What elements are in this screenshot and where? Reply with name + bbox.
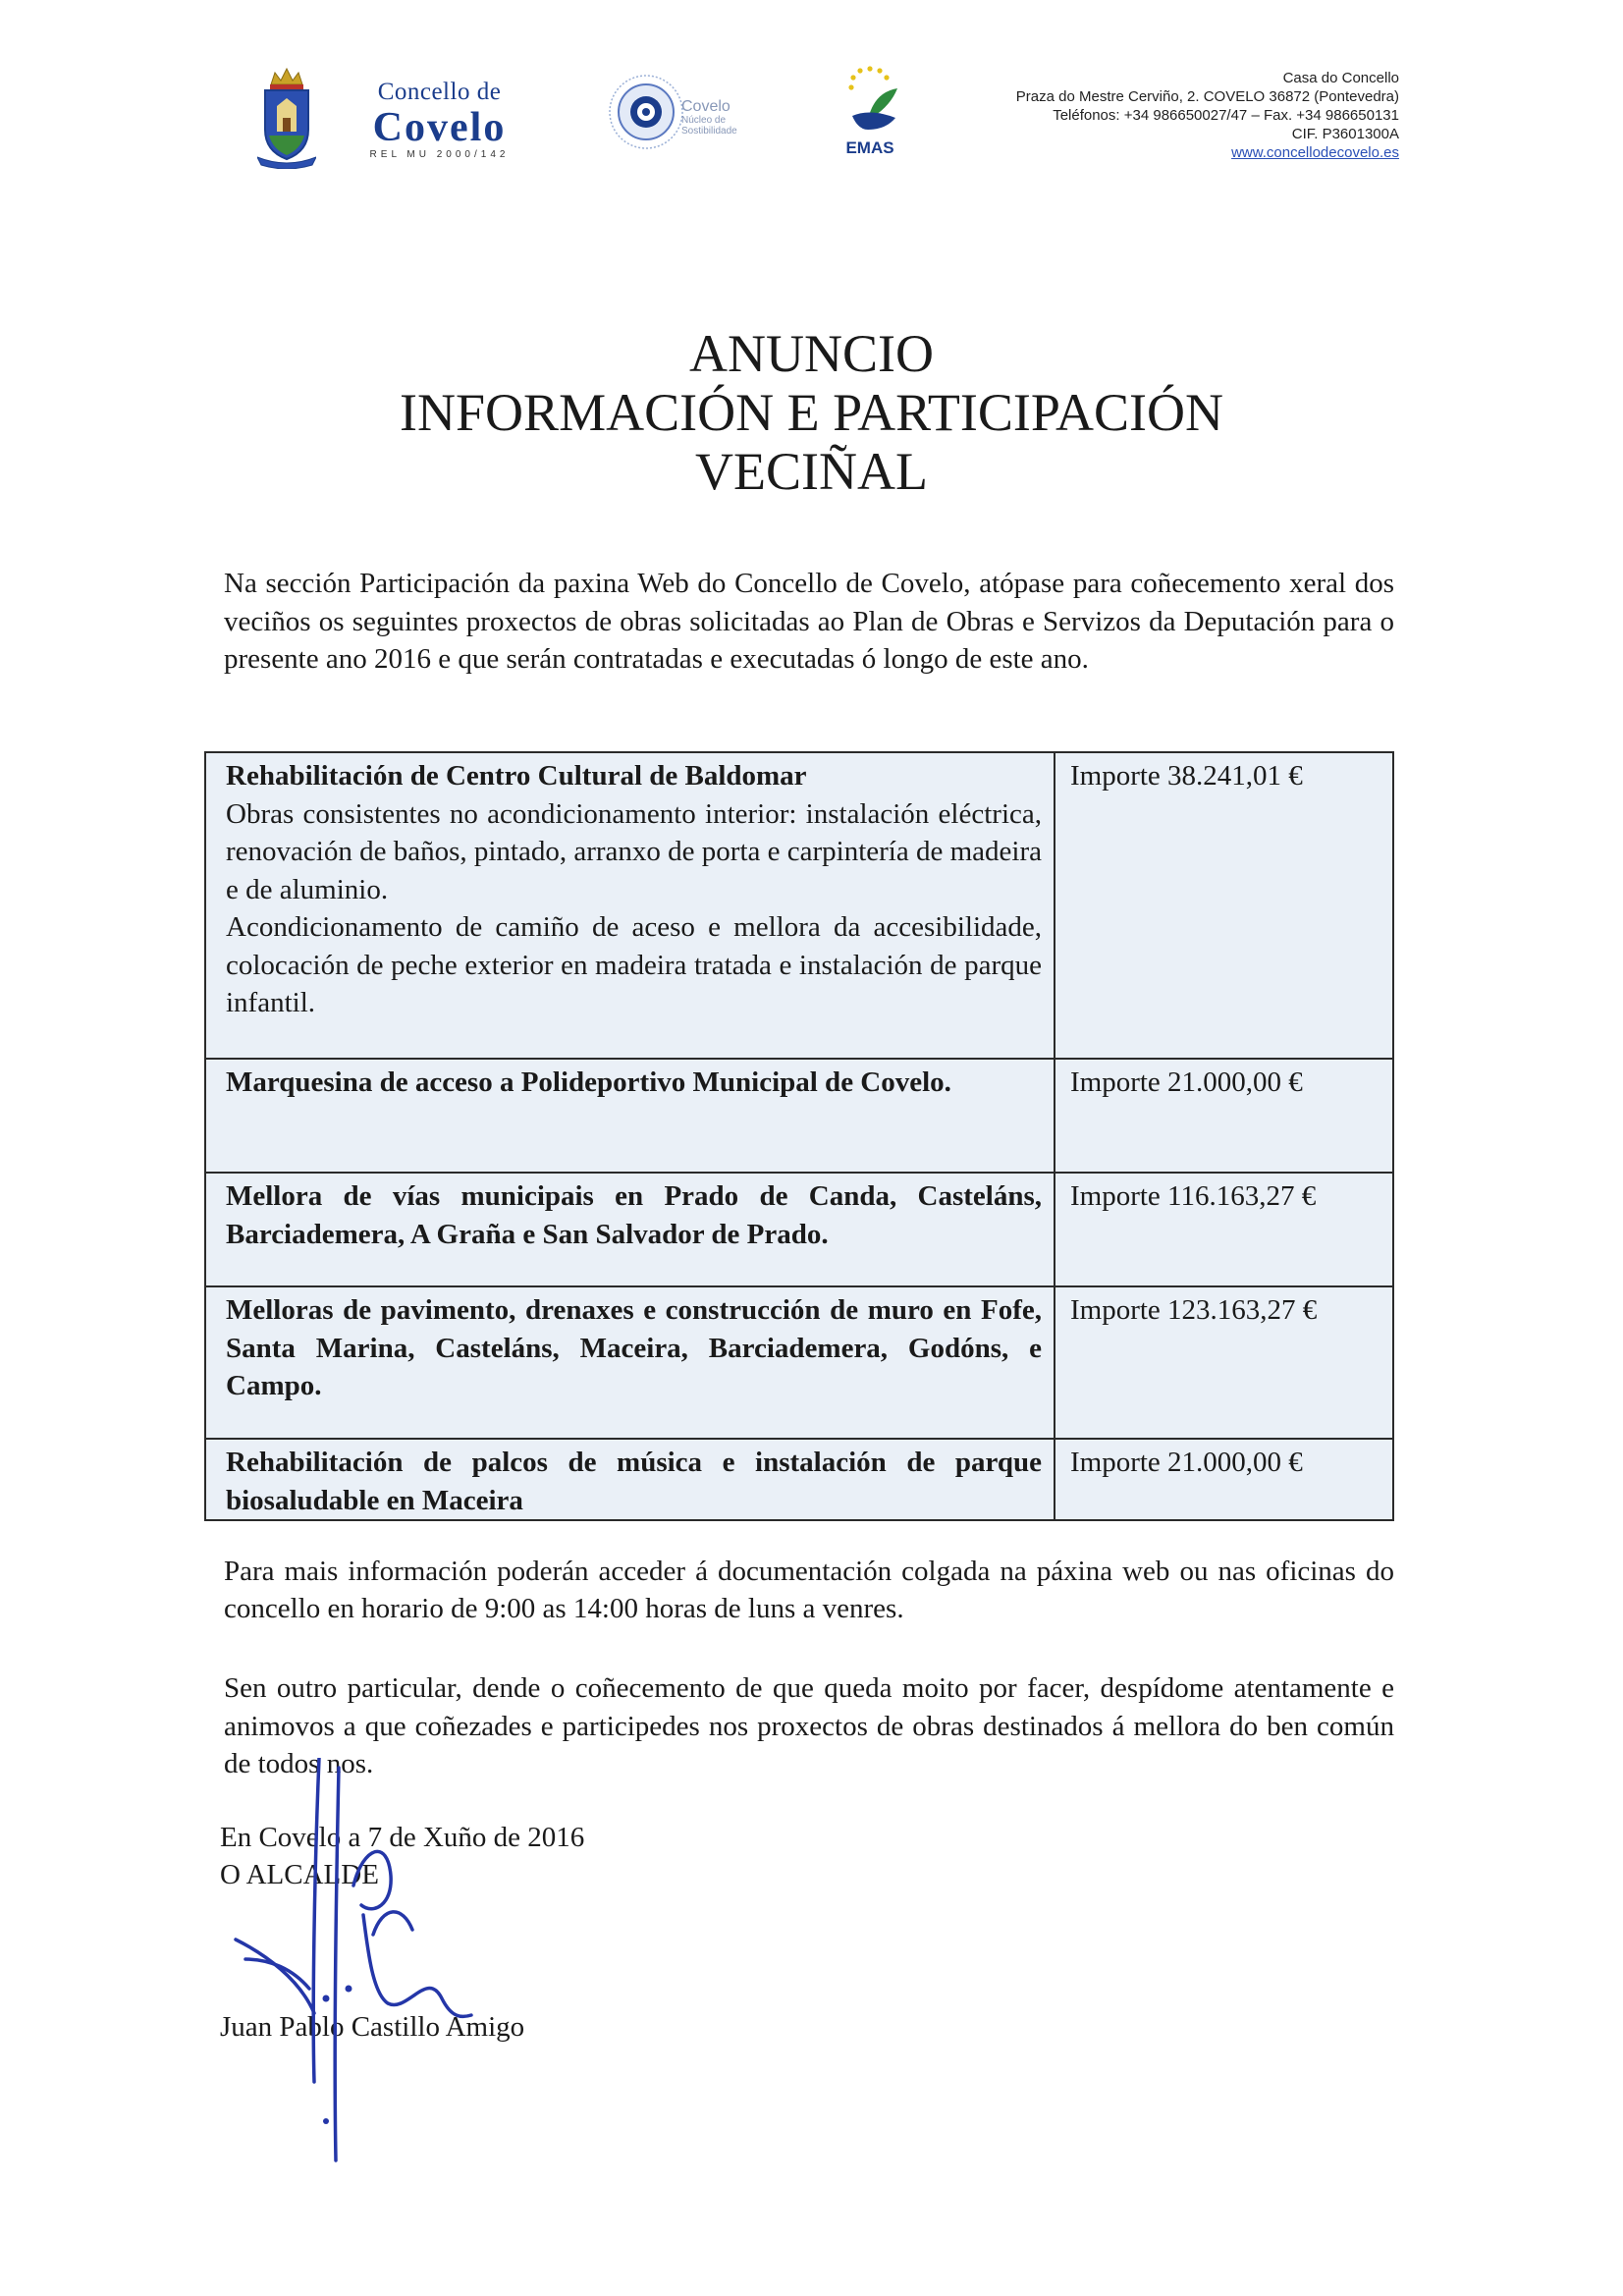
work-amount: Importe 38.241,01 €: [1055, 752, 1393, 1059]
work-title: Melloras de pavimento, drenaxes e construcción de muro en Fofe, Santa Marina, Casteláns, Maceira, Barciademera, Godóns, e Campo.: [226, 1294, 1042, 1401]
brand-line-2: Covelo: [372, 105, 507, 150]
work-amount: Importe 21.000,00 €: [1055, 1059, 1393, 1173]
contact-line-3: Teléfonos: +34 986650027/47 – Fax. +34 986650131: [1053, 107, 1399, 124]
work-description-cell: [205, 1439, 1055, 1520]
brand-line-3: REL MU 2000/142: [369, 149, 510, 160]
place-and-date: En Covelo a 7 de Xuño de 2016: [220, 1822, 585, 1853]
work-amount: Importe 116.163,27 €: [1055, 1173, 1393, 1286]
table-row: [205, 1059, 1393, 1173]
seal-line-2: Núcleo de: [681, 115, 727, 126]
title-line-1: ANUNCIO: [689, 324, 934, 383]
table-row: [205, 1439, 1393, 1520]
seal-line-1: Covelo: [681, 98, 730, 115]
works-table: [204, 751, 1394, 1521]
work-description-cell: [205, 752, 1055, 1059]
work-description-cell: [205, 1173, 1055, 1286]
announcement-title: [196, 324, 1427, 501]
work-detail: Obras consistentes no acondicionamento interior: instalación eléctrica, renovación de baños, pintado, arranxo de porta e carpintería de madeira e de aluminio.: [226, 797, 1042, 905]
signer-name: Juan Pablo Castillo Amigo: [220, 2011, 525, 2043]
work-description-cell: [205, 1286, 1055, 1439]
sustainability-seal-icon: [607, 73, 685, 151]
work-detail: Acondicionamento de camiño de aceso e mellora da accesibilidade, colocación de peche exterior en madeira tratada e instalación de parque infantil.: [226, 911, 1042, 1018]
work-title: Rehabilitación de palcos de música e instalación de parque biosaludable en Maceira: [226, 1447, 1042, 1516]
emas-label: EMAS: [845, 138, 894, 157]
work-title: Mellora de vías municipais en Prado de Canda, Casteláns, Barciademera, A Graña e San Salvador de Prado.: [226, 1180, 1042, 1250]
farewell-paragraph: Sen outro particular, dende o coñecemento de que queda moito por facer, despídome atentamente e animovos a que coñezades e participedes nos proxectos de obras destinados á mellora do ben común de todos nos.: [224, 1672, 1394, 1779]
work-title: Rehabilitación de Centro Cultural de Baldomar: [226, 760, 807, 792]
municipal-crest-icon: [257, 63, 316, 169]
contact-line-2: Praza do Mestre Cerviño, 2. COVELO 36872 (Pontevedra): [1015, 88, 1399, 105]
brand-line-1: Concello de: [377, 79, 502, 105]
website-link[interactable]: www.concellodecovelo.es: [1231, 144, 1399, 161]
work-amount: Importe 21.000,00 €: [1055, 1439, 1393, 1520]
signer-role: O ALCALDE: [220, 1859, 379, 1890]
work-title: Marquesina de acceso a Polideportivo Municipal de Covelo.: [226, 1066, 951, 1098]
work-amount: Importe 123.163,27 €: [1055, 1286, 1393, 1439]
contact-line-1: Casa do Concello: [1282, 70, 1399, 86]
work-description-cell: [205, 1059, 1055, 1173]
contact-line-4: CIF. P3601300A: [1291, 126, 1399, 142]
table-row: [205, 1286, 1393, 1439]
table-row: [205, 1173, 1393, 1286]
municipality-brand: [353, 79, 525, 160]
closing-paragraph: Para mais información poderán acceder á documentación colgada na páxina web ou nas oficinas do concello en horario de 9:00 as 14:00 horas de luns a venres.: [224, 1556, 1394, 1624]
intro-paragraph: Na sección Participación da paxina Web do Concello de Covelo, atópase para coñecemento xeral dos veciños os seguintes proxectos de obras solicitadas ao Plan de Obras e Servizos da Deputación para o presente ano 2016 e que serán contratadas e executadas ó longo de este ano.: [224, 568, 1394, 675]
contact-block: [1016, 69, 1399, 162]
seal-line-3: Sostibilidade: [681, 126, 737, 137]
title-line-2: INFORMACIÓN E PARTICIPACIÓN: [400, 383, 1223, 442]
table-row: [205, 752, 1393, 1059]
title-line-3: VECIÑAL: [695, 442, 928, 501]
sustainability-seal-text: [681, 98, 737, 137]
